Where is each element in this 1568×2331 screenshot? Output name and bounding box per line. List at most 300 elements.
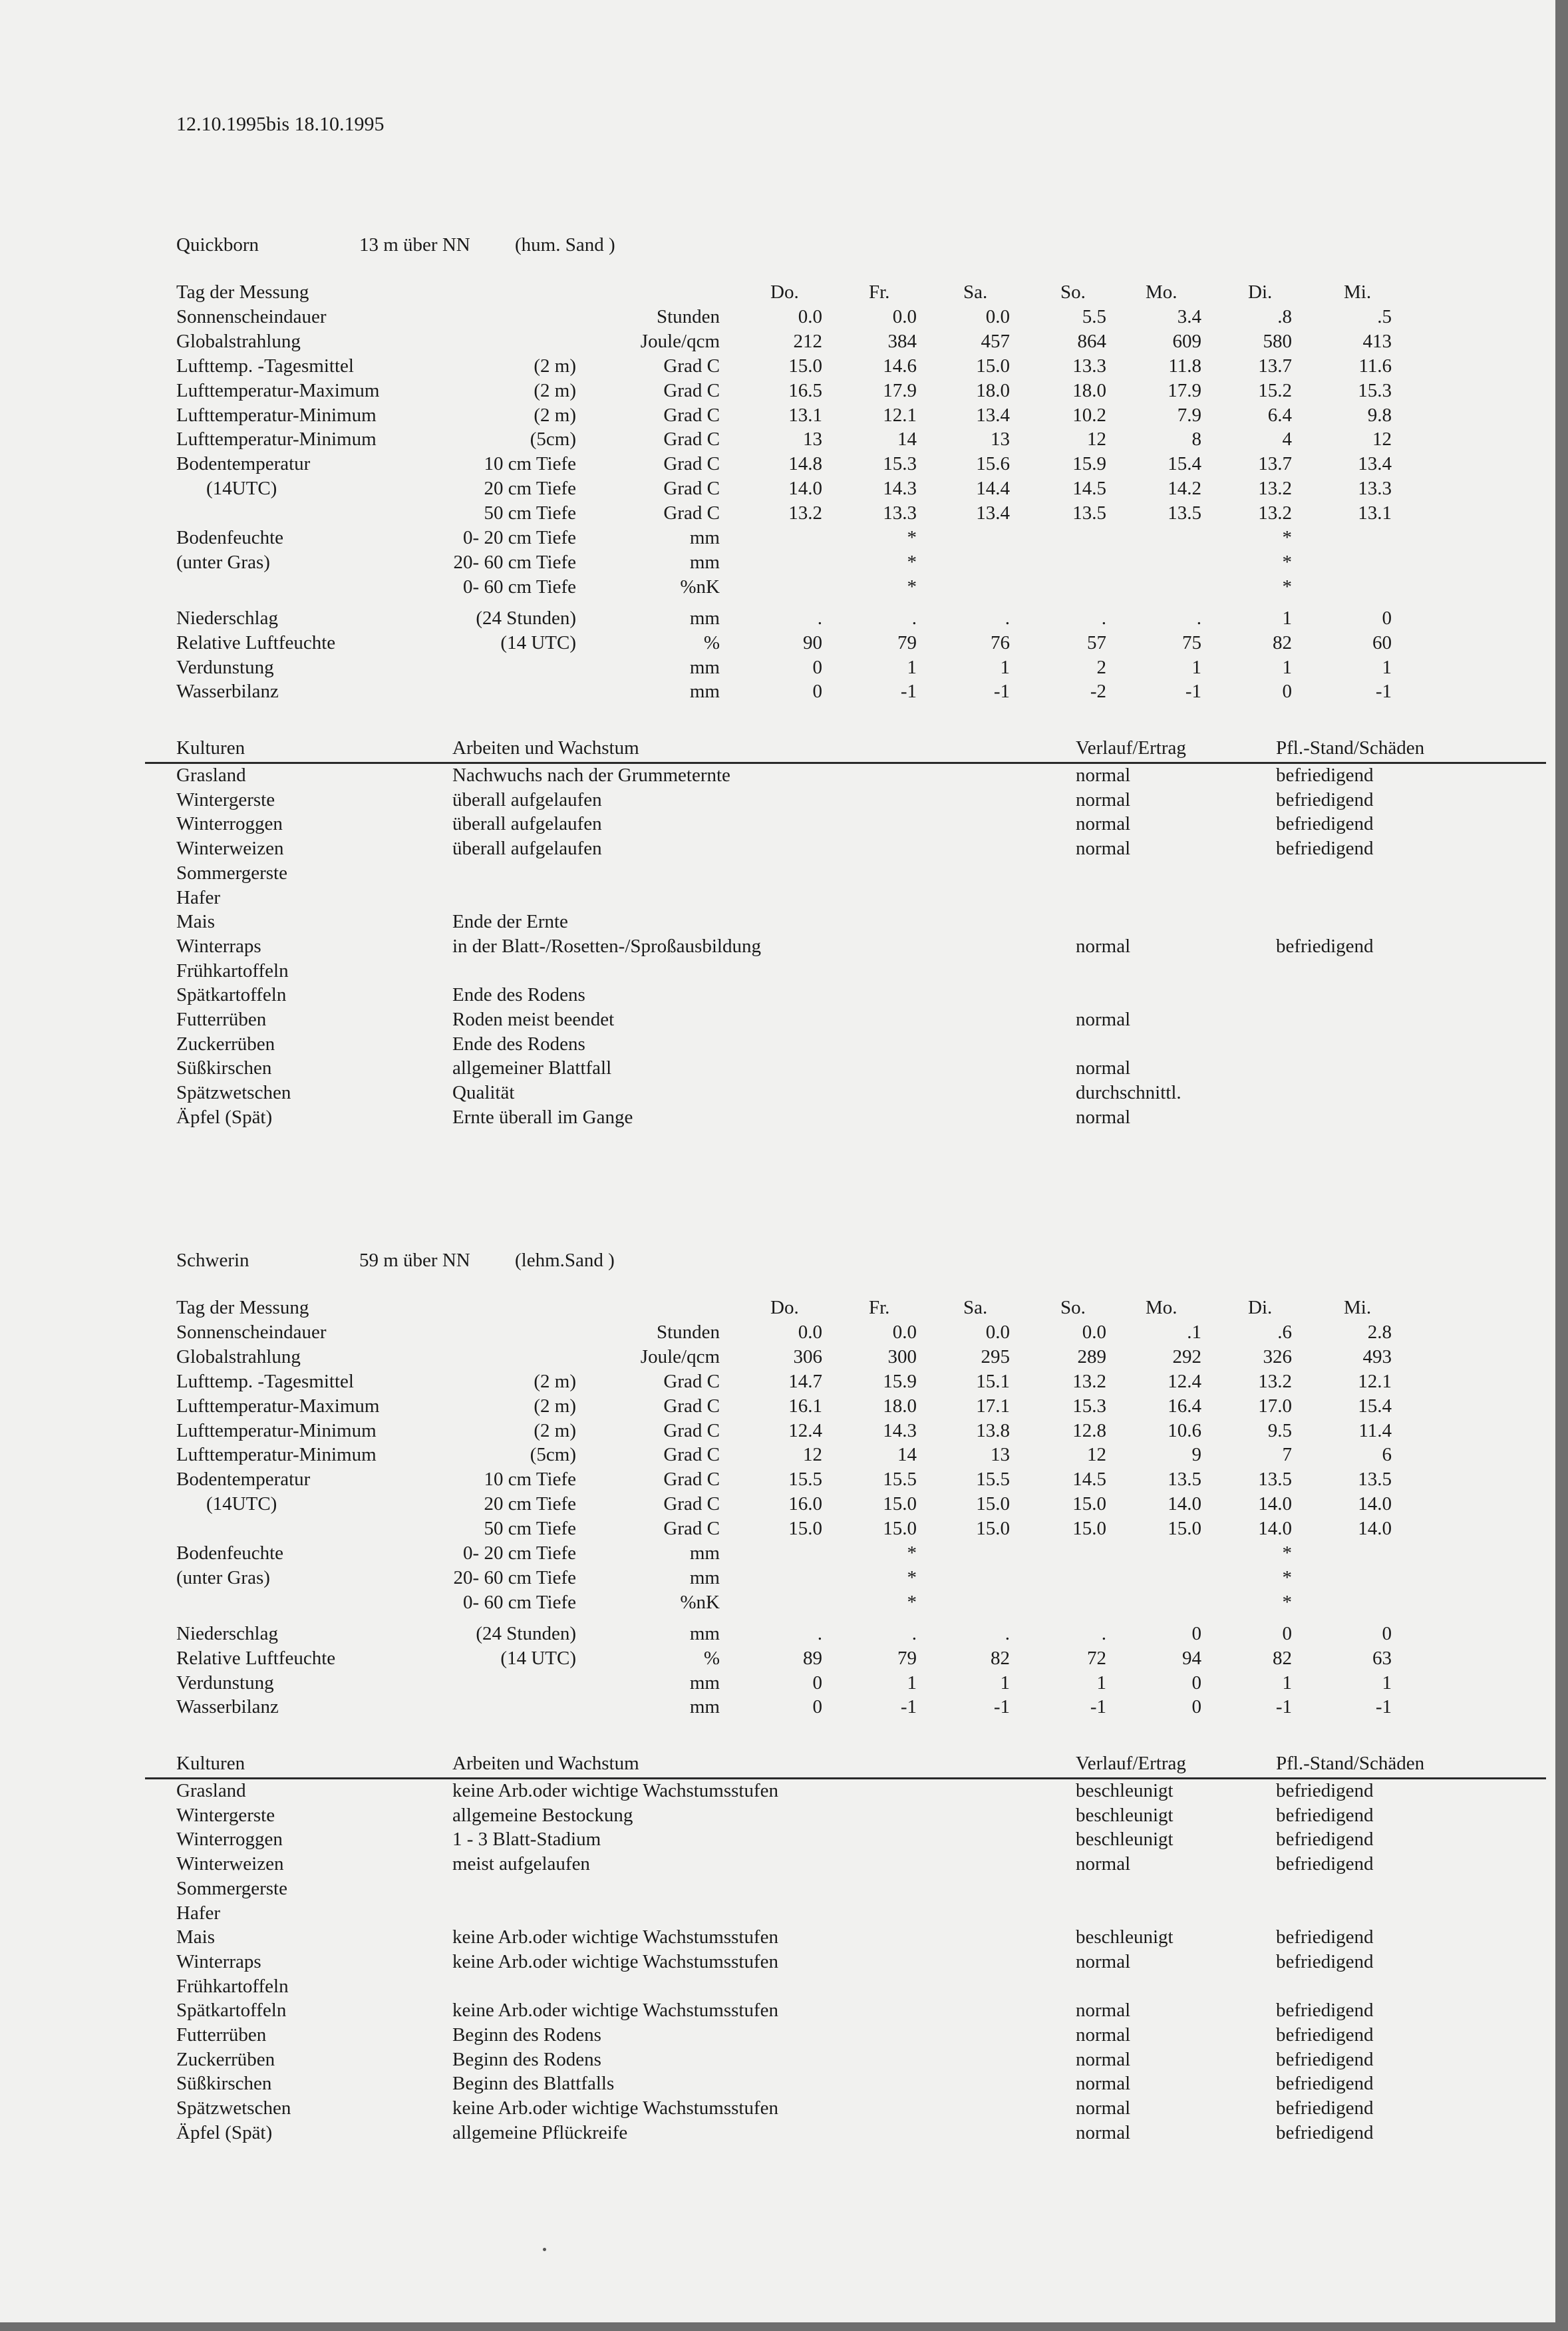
measure-value: 13	[991, 429, 1010, 450]
measure-value: *	[907, 552, 917, 573]
crop-progress: beschleunigt	[1076, 1805, 1174, 1826]
measure-value: 1	[1282, 1672, 1292, 1694]
crop-progress: normal	[1076, 765, 1131, 786]
measure-value: 1	[1000, 1672, 1010, 1694]
measure-value: 15.0	[976, 1493, 1010, 1515]
measure-value: 12.1	[1358, 1371, 1392, 1392]
measure-value: 57	[1087, 632, 1106, 653]
crops-header-rule	[145, 1777, 1546, 1779]
measure-value: .5	[1377, 306, 1392, 327]
crop-activity: Beginn des Rodens	[452, 2024, 601, 2046]
measure-value: 15.9	[1072, 453, 1106, 474]
measure-unit: Grad C	[663, 502, 720, 524]
measure-value: 212	[793, 331, 822, 352]
measure-value: -1	[993, 1696, 1010, 1717]
measure-value: 0.0	[985, 306, 1010, 327]
measure-value: 289	[1077, 1346, 1106, 1367]
crop-progress: normal	[1076, 936, 1131, 957]
measure-unit: Grad C	[663, 355, 720, 377]
measure-label: Lufttemperatur-Maximum	[176, 1395, 380, 1417]
measure-value: 13.1	[788, 405, 822, 426]
crop-activity: Beginn des Rodens	[452, 2049, 601, 2070]
measure-value: 13.3	[1358, 478, 1392, 499]
measure-value: 14.2	[1168, 478, 1201, 499]
measure-value: 13.4	[1358, 453, 1392, 474]
day-header: Fr.	[869, 1297, 890, 1318]
crop-condition: befriedigend	[1276, 765, 1374, 786]
measure-value: 864	[1077, 331, 1106, 352]
crop-condition: befriedigend	[1276, 1780, 1374, 1801]
measure-value: 14	[897, 429, 917, 450]
measure-value: 295	[981, 1346, 1010, 1367]
crop-progress: durchschnittl.	[1076, 1082, 1181, 1103]
measure-value: *	[1282, 527, 1292, 548]
measure-unit: mm	[689, 1696, 720, 1717]
crop-condition: befriedigend	[1276, 813, 1374, 834]
crop-name: Mais	[176, 911, 215, 932]
measure-sub: (2 m)	[534, 355, 576, 377]
measure-value: 0.0	[892, 1322, 917, 1343]
measure-value: 13.4	[976, 405, 1010, 426]
measure-value: 94	[1182, 1648, 1201, 1669]
measure-value: 79	[897, 632, 917, 653]
measure-label: (unter Gras)	[176, 552, 270, 573]
measure-value: *	[907, 527, 917, 548]
date-range: 12.10.1995bis 18.10.1995	[176, 113, 385, 135]
crop-condition: befriedigend	[1276, 1853, 1374, 1875]
measure-value: 0.0	[985, 1322, 1010, 1343]
measure-value: 12.4	[1168, 1371, 1201, 1392]
measure-value: 18.0	[883, 1395, 917, 1417]
measure-value: -1	[1185, 681, 1201, 702]
measure-value: 15.0	[1072, 1493, 1106, 1515]
crop-progress: normal	[1076, 1951, 1131, 1972]
measure-value: 11.6	[1358, 355, 1392, 377]
day-header: Fr.	[869, 281, 890, 303]
measure-value: 15.0	[1072, 1518, 1106, 1539]
measure-sub: 0- 20 cm Tiefe	[463, 1542, 576, 1564]
measure-value: 12	[803, 1444, 822, 1465]
measure-sub: 0- 20 cm Tiefe	[463, 527, 576, 548]
measure-value: 1	[1191, 657, 1201, 678]
measure-value: .1	[1187, 1322, 1201, 1343]
crop-name: Futterrüben	[176, 2024, 267, 2046]
measure-value: 13.2	[1258, 502, 1292, 524]
measure-value: 15.0	[1168, 1518, 1201, 1539]
measure-value: *	[1282, 552, 1292, 573]
measure-value: 1	[1096, 1672, 1106, 1694]
crops-header-arbeiten: Arbeiten und Wachstum	[452, 737, 639, 759]
measure-value: 15.0	[976, 1518, 1010, 1539]
measure-label: Bodenfeuchte	[176, 1542, 284, 1564]
measure-sub: 20 cm Tiefe	[484, 1493, 576, 1515]
measure-value: 0	[812, 681, 822, 702]
station-name: Quickborn	[176, 234, 259, 256]
measure-unit: Grad C	[663, 1469, 720, 1490]
crop-name: Süßkirschen	[176, 1057, 272, 1079]
crops-header-verlauf: Verlauf/Ertrag	[1076, 1753, 1186, 1774]
measure-unit: Grad C	[663, 1420, 720, 1441]
measure-unit: Grad C	[663, 1371, 720, 1392]
measure-value: 13.3	[1072, 355, 1106, 377]
measure-value: .8	[1277, 306, 1292, 327]
measure-sub: (14 UTC)	[500, 1648, 576, 1669]
measure-label: (14UTC)	[206, 1493, 277, 1515]
crop-activity: Beginn des Blattfalls	[452, 2073, 615, 2094]
measure-sub: 10 cm Tiefe	[484, 1469, 576, 1490]
measure-value: 15.0	[788, 355, 822, 377]
measure-value: 13.5	[1072, 502, 1106, 524]
measure-value: 15.6	[976, 453, 1010, 474]
crop-name: Winterweizen	[176, 1853, 284, 1875]
measure-value: 13.4	[976, 502, 1010, 524]
measure-value: 5.5	[1082, 306, 1106, 327]
measure-value: 12	[1087, 429, 1106, 450]
crop-name: Spätzwetschen	[176, 2097, 291, 2119]
measure-value: *	[1282, 576, 1292, 598]
measure-value: 79	[897, 1648, 917, 1669]
measure-sub: (24 Stunden)	[476, 608, 576, 629]
measure-value: 15.3	[883, 453, 917, 474]
crops-header-stand: Pfl.-Stand/Schäden	[1276, 737, 1425, 759]
measure-label: Bodenfeuchte	[176, 527, 284, 548]
day-header: Di.	[1248, 1297, 1273, 1318]
crop-name: Süßkirschen	[176, 2073, 272, 2094]
days-label: Tag der Messung	[176, 281, 309, 303]
measure-value: 15.4	[1358, 1395, 1392, 1417]
measure-unit: Grad C	[663, 1395, 720, 1417]
station-soil: (hum. Sand )	[515, 234, 615, 256]
measure-unit: mm	[689, 1672, 720, 1694]
measure-value: 13.1	[1358, 502, 1392, 524]
measure-label: Verdunstung	[176, 657, 274, 678]
measure-label: Wasserbilanz	[176, 681, 279, 702]
measure-value: 13	[991, 1444, 1010, 1465]
measure-value: 13.7	[1258, 453, 1292, 474]
day-header: Mi.	[1344, 281, 1372, 303]
measure-value: *	[1282, 1542, 1292, 1564]
crop-condition: befriedigend	[1276, 2122, 1374, 2143]
crop-progress: normal	[1076, 813, 1131, 834]
measure-value: 306	[793, 1346, 822, 1367]
measure-value: 0.0	[798, 1322, 822, 1343]
measure-value: 16.5	[788, 380, 822, 401]
measure-sub: (14 UTC)	[500, 632, 576, 653]
measure-value: .	[1005, 1623, 1010, 1644]
measure-unit: mm	[689, 657, 720, 678]
measure-value: 89	[803, 1648, 822, 1669]
crop-name: Spätkartoffeln	[176, 984, 287, 1005]
measure-sub: 50 cm Tiefe	[484, 502, 576, 524]
measure-value: 4	[1282, 429, 1292, 450]
measure-label: Globalstrahlung	[176, 331, 301, 352]
crop-activity: keine Arb.oder wichtige Wachstumsstufen	[452, 2097, 779, 2119]
measure-value: 76	[991, 632, 1010, 653]
measure-value: 300	[887, 1346, 917, 1367]
measure-value: 15.0	[788, 1518, 822, 1539]
crop-progress: beschleunigt	[1076, 1829, 1174, 1850]
day-header: Do.	[770, 281, 799, 303]
measure-value: 13.2	[1258, 1371, 1292, 1392]
measure-value: 14.0	[1358, 1493, 1392, 1515]
measure-value: .	[1005, 608, 1010, 629]
measure-value: 16.1	[788, 1395, 822, 1417]
crop-activity: allgemeine Bestockung	[452, 1805, 633, 1826]
measure-unit: Grad C	[663, 1493, 720, 1515]
measure-value: 1	[907, 1672, 917, 1694]
measure-unit: Stunden	[656, 1322, 720, 1343]
measure-value: 13.8	[976, 1420, 1010, 1441]
crop-name: Sommergerste	[176, 1878, 287, 1899]
measure-sub: (5cm)	[530, 429, 576, 450]
crop-activity: allgemeiner Blattfall	[452, 1057, 612, 1079]
measure-value: 7	[1282, 1444, 1292, 1465]
measure-value: 15.5	[883, 1469, 917, 1490]
measure-value: 13.5	[1168, 1469, 1201, 1490]
measure-value: 16.0	[788, 1493, 822, 1515]
crop-condition: befriedigend	[1276, 1829, 1374, 1850]
crop-progress: normal	[1076, 2049, 1131, 2070]
crop-progress: normal	[1076, 1853, 1131, 1875]
crop-condition: befriedigend	[1276, 789, 1374, 810]
crop-activity: keine Arb.oder wichtige Wachstumsstufen	[452, 2000, 779, 2021]
measure-value: 12.4	[788, 1420, 822, 1441]
measure-value: 6	[1382, 1444, 1392, 1465]
measure-value: 15.0	[883, 1493, 917, 1515]
measure-unit: Joule/qcm	[640, 331, 720, 352]
day-header: Sa.	[963, 1297, 988, 1318]
crop-name: Spätkartoffeln	[176, 2000, 287, 2021]
measure-unit: mm	[689, 1567, 720, 1588]
measure-value: 13.5	[1358, 1469, 1392, 1490]
measure-unit: mm	[689, 1542, 720, 1564]
measure-value: 15.5	[976, 1469, 1010, 1490]
crop-progress: normal	[1076, 2097, 1131, 2119]
measure-value: 8	[1191, 429, 1201, 450]
measure-unit: mm	[689, 1623, 720, 1644]
measure-value: 60	[1372, 632, 1392, 653]
measure-value: 15.5	[788, 1469, 822, 1490]
day-header: Mo.	[1146, 281, 1177, 303]
measure-value: 14.5	[1072, 1469, 1106, 1490]
measure-unit: mm	[689, 608, 720, 629]
crop-name: Hafer	[176, 887, 221, 908]
measure-value: 14.6	[883, 355, 917, 377]
crop-activity: Ende des Rodens	[452, 1033, 585, 1055]
crop-name: Zuckerrüben	[176, 2049, 275, 2070]
measure-value: -1	[1090, 1696, 1106, 1717]
measure-value: 0	[1382, 608, 1392, 629]
measure-value: 14.3	[883, 478, 917, 499]
measure-sub: (2 m)	[534, 405, 576, 426]
measure-label: Lufttemperatur-Maximum	[176, 380, 380, 401]
measure-value: .	[1101, 608, 1106, 629]
day-header: Mo.	[1146, 1297, 1177, 1318]
measure-unit: mm	[689, 681, 720, 702]
measure-unit: Grad C	[663, 1444, 720, 1465]
station-name: Schwerin	[176, 1250, 249, 1271]
measure-value: 15.2	[1258, 380, 1292, 401]
measure-label: Wasserbilanz	[176, 1696, 279, 1717]
measure-value: 3.4	[1177, 306, 1201, 327]
measure-value: 16.4	[1168, 1395, 1201, 1417]
measure-value: 0	[1282, 681, 1292, 702]
measure-value: 13.2	[1072, 1371, 1106, 1392]
measure-value: 63	[1372, 1648, 1392, 1669]
day-header: Do.	[770, 1297, 799, 1318]
measure-value: 1	[1382, 1672, 1392, 1694]
measure-value: 11.8	[1168, 355, 1201, 377]
measure-sub: (2 m)	[534, 380, 576, 401]
measure-value: 1	[1282, 657, 1292, 678]
measure-value: 9.5	[1267, 1420, 1292, 1441]
measure-value: 13.7	[1258, 355, 1292, 377]
crop-activity: allgemeine Pflückreife	[452, 2122, 628, 2143]
measure-unit: mm	[689, 552, 720, 573]
crop-activity: überall aufgelaufen	[452, 838, 602, 859]
crop-progress: normal	[1076, 1009, 1131, 1030]
crop-progress: normal	[1076, 1107, 1131, 1128]
measure-value: -2	[1090, 681, 1106, 702]
measure-value: *	[1282, 1592, 1292, 1613]
measure-value: .	[1101, 1623, 1106, 1644]
crop-name: Wintergerste	[176, 789, 275, 810]
measure-value: 13.5	[1168, 502, 1201, 524]
measure-value: 13.2	[788, 502, 822, 524]
crop-condition: befriedigend	[1276, 838, 1374, 859]
day-header: So.	[1060, 1297, 1086, 1318]
measure-value: 15.0	[883, 1518, 917, 1539]
station-soil: (lehm.Sand )	[515, 1250, 615, 1271]
days-label: Tag der Messung	[176, 1297, 309, 1318]
measure-unit: %	[703, 632, 720, 653]
station-elevation: 13 m über NN	[359, 234, 470, 256]
measure-label: Lufttemp. -Tagesmittel	[176, 355, 354, 377]
crop-progress: beschleunigt	[1076, 1926, 1174, 1948]
measure-value: 1	[907, 657, 917, 678]
measure-unit: mm	[689, 527, 720, 548]
crops-header-stand: Pfl.-Stand/Schäden	[1276, 1753, 1425, 1774]
measure-value: *	[1282, 1567, 1292, 1588]
measure-value: 2	[1096, 657, 1106, 678]
measure-value: 14.4	[976, 478, 1010, 499]
crop-name: Winterweizen	[176, 838, 284, 859]
measure-value: 0.0	[1082, 1322, 1106, 1343]
crops-header-rule	[145, 762, 1546, 764]
crop-progress: normal	[1076, 1057, 1131, 1079]
measure-value: 15.4	[1168, 453, 1201, 474]
crop-name: Sommergerste	[176, 862, 287, 884]
crop-condition: befriedigend	[1276, 2024, 1374, 2046]
measure-value: 82	[991, 1648, 1010, 1669]
measure-label: Sonnenscheindauer	[176, 1322, 327, 1343]
measure-value: 292	[1172, 1346, 1201, 1367]
crop-condition: befriedigend	[1276, 1805, 1374, 1826]
measure-value: 609	[1172, 331, 1201, 352]
measure-value: 14.5	[1072, 478, 1106, 499]
crop-activity: Ende der Ernte	[452, 911, 568, 932]
measure-value: .	[817, 1623, 822, 1644]
measure-value: .	[911, 1623, 917, 1644]
measure-value: -1	[900, 681, 917, 702]
measure-sub: (2 m)	[534, 1371, 576, 1392]
measure-sub: 20- 60 cm Tiefe	[453, 552, 576, 573]
measure-value: *	[907, 576, 917, 598]
measure-value: 90	[803, 632, 822, 653]
measure-sub: (24 Stunden)	[476, 1623, 576, 1644]
measure-value: 14.3	[883, 1420, 917, 1441]
measure-label: Relative Luftfeuchte	[176, 1648, 336, 1669]
measure-sub: 20- 60 cm Tiefe	[453, 1567, 576, 1588]
crop-condition: befriedigend	[1276, 2073, 1374, 2094]
crop-activity: überall aufgelaufen	[452, 789, 602, 810]
measure-label: Niederschlag	[176, 1623, 278, 1644]
measure-value: 0	[812, 657, 822, 678]
measure-value: 13.5	[1258, 1469, 1292, 1490]
measure-unit: %nK	[680, 576, 720, 598]
crop-condition: befriedigend	[1276, 2097, 1374, 2119]
crop-name: Winterraps	[176, 936, 261, 957]
crop-name: Äpfel (Spät)	[176, 1107, 273, 1128]
measure-unit: %nK	[680, 1592, 720, 1613]
measure-label: Lufttemperatur-Minimum	[176, 1444, 377, 1465]
crop-condition: befriedigend	[1276, 1951, 1374, 1972]
crop-condition: befriedigend	[1276, 936, 1374, 957]
crop-name: Winterraps	[176, 1951, 261, 1972]
measure-value: -1	[993, 681, 1010, 702]
crop-name: Frühkartoffeln	[176, 960, 289, 982]
measure-value: 15.3	[1072, 1395, 1106, 1417]
measure-value: 15.0	[976, 355, 1010, 377]
crop-progress: normal	[1076, 838, 1131, 859]
measure-value: 1	[1000, 657, 1010, 678]
measure-value: 10.2	[1072, 405, 1106, 426]
crop-name: Grasland	[176, 765, 246, 786]
measure-value: -1	[1275, 1696, 1292, 1717]
measure-value: 1	[1282, 608, 1292, 629]
measure-value: *	[907, 1592, 917, 1613]
measure-value: *	[907, 1542, 917, 1564]
measure-value: 13.2	[1258, 478, 1292, 499]
measure-label: Relative Luftfeuchte	[176, 632, 336, 653]
measure-value: 14.0	[1258, 1518, 1292, 1539]
measure-unit: Grad C	[663, 1518, 720, 1539]
crop-progress: normal	[1076, 2000, 1131, 2021]
measure-value: 18.0	[1072, 380, 1106, 401]
crop-activity: 1 - 3 Blatt-Stadium	[452, 1829, 601, 1850]
measure-value: 0	[1282, 1623, 1292, 1644]
measure-value: 15.3	[1358, 380, 1392, 401]
measure-label: Verdunstung	[176, 1672, 274, 1694]
measure-sub: 20 cm Tiefe	[484, 478, 576, 499]
measure-value: 457	[981, 331, 1010, 352]
measure-unit: Grad C	[663, 380, 720, 401]
measure-value: 14.0	[1168, 1493, 1201, 1515]
measure-label: (unter Gras)	[176, 1567, 270, 1588]
measure-label: Lufttemperatur-Minimum	[176, 405, 377, 426]
measure-value: 384	[887, 331, 917, 352]
measure-unit: Grad C	[663, 453, 720, 474]
crop-condition: befriedigend	[1276, 2049, 1374, 2070]
measure-value: 17.9	[883, 380, 917, 401]
measure-value: 7.9	[1177, 405, 1201, 426]
measure-value: .	[817, 608, 822, 629]
measure-value: 82	[1273, 1648, 1292, 1669]
crop-name: Spätzwetschen	[176, 1082, 291, 1103]
measure-value: 0.0	[798, 306, 822, 327]
measure-value: 17.1	[976, 1395, 1010, 1417]
day-header: Mi.	[1344, 1297, 1372, 1318]
